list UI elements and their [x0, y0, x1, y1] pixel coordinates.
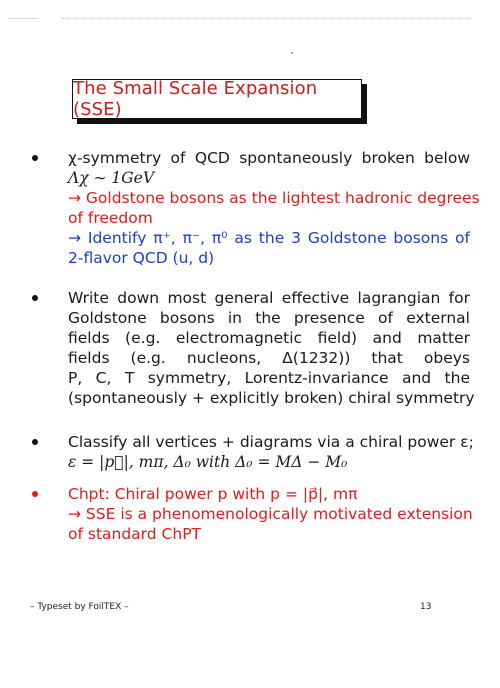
slide-title-box [72, 79, 362, 119]
bullet-line: Λχ ∼ 1GeV [68, 169, 155, 187]
bullet-line: fields (e.g. electromagnetic field) and matter [68, 329, 470, 347]
bullet-dot [32, 491, 38, 497]
bullet-line: of standard ChPT [68, 525, 202, 543]
page-number: 13 [420, 602, 432, 612]
bullet-line: Goldstone bosons in the presence of external [68, 309, 470, 327]
bullet-line: χ-symmetry of QCD spontaneously broken below [68, 149, 470, 167]
bullet-line: Classify all vertices + diagrams via a chiral power ε; [68, 433, 474, 451]
bullet-line: → SSE is a phenomenologically motivated extension [68, 505, 473, 523]
bullet-line: → Goldstone bosons as the lightest hadronic degrees [68, 189, 480, 207]
slide-title: The Small Scale Expansion (SSE) [73, 78, 318, 120]
bullet-dot [32, 155, 38, 161]
bullet-line: 2-flavor QCD (u, d) [68, 249, 215, 267]
bullet-line: P, C, T symmetry, Lorentz-invariance and the [68, 369, 470, 387]
footer-typeset-credit: – Typeset by FoilTEX – [30, 602, 129, 612]
bullet-line: of freedom [68, 209, 153, 227]
bullet-line: ε = |p⃗|, mπ, Δ₀ with Δ₀ = MΔ − M₀ [68, 453, 348, 471]
bullet-line: → Identify π⁺, π⁻, π⁰ as the 3 Goldstone bosons of [68, 229, 470, 247]
bullet-line: fields (e.g. nucleons, Δ(1232)) that obeys [68, 349, 470, 367]
bullet-line: Chpt: Chiral power p with p = |p⃗|, mπ [68, 485, 358, 503]
bullet-dot [32, 439, 38, 445]
top-dotted-rule [62, 18, 472, 19]
top-left-rule [8, 18, 38, 19]
bullet-line: Write down most general effective lagrangian for [68, 289, 470, 307]
bullet-dot [32, 295, 38, 301]
scan-speck [291, 52, 293, 54]
bullet-line: (spontaneously + explicitly broken) chiral symmetry [68, 389, 475, 407]
